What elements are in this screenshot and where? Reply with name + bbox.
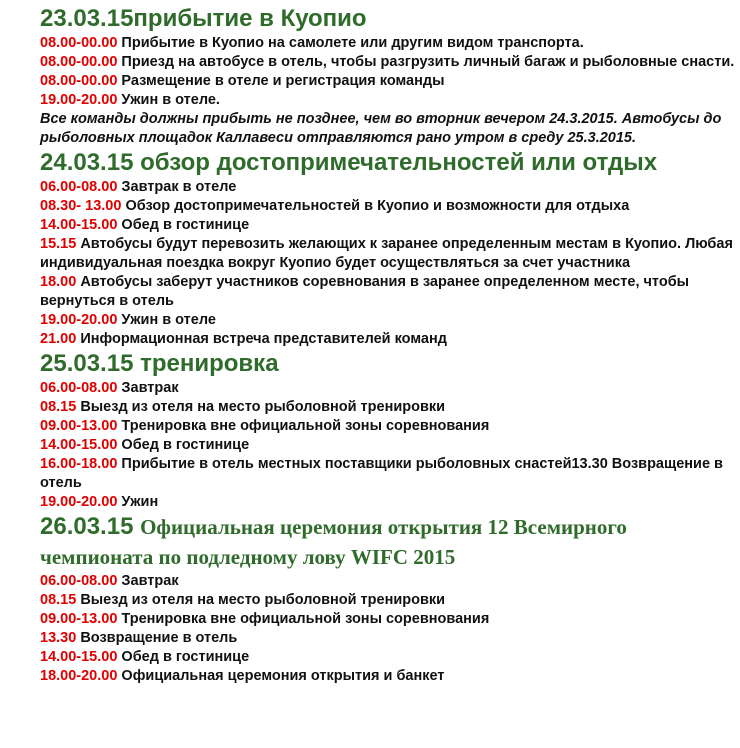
schedule-entry	[40, 311, 736, 330]
schedule-entry	[40, 34, 736, 53]
entry-text: Автобусы будут перевозить желающих к заранее определенным местам в Куопио. Любая индивидуальная поездка вокруг Куопио будет осуществляться за счет участника	[40, 236, 733, 271]
entry-text: Автобусы заберут участников соревнования в заранее определенном месте, чтобы вернуться в отель	[40, 274, 690, 309]
schedule-entry	[40, 197, 736, 216]
entry-time: 19.00-20.00	[40, 494, 118, 510]
entry-text: Ужин в отеле	[117, 312, 216, 328]
day-heading	[40, 4, 736, 34]
entry-time: 19.00-20.00	[40, 92, 118, 108]
entry-time: 13.30	[40, 630, 77, 646]
day-section-1	[40, 4, 736, 148]
entry-text: Информационная встреча представителей команд	[76, 331, 447, 347]
entry-time: 09.00-13.00	[40, 418, 118, 434]
entry-text: Завтрак	[117, 573, 179, 589]
schedule-entry	[40, 72, 736, 91]
entry-text: Завтрак	[117, 380, 179, 396]
schedule-entry	[40, 591, 736, 610]
schedule-entry	[40, 91, 736, 110]
day-section-3	[40, 349, 736, 512]
day-date: 26.03.15	[40, 513, 134, 540]
schedule-entry	[40, 178, 736, 197]
schedule-entry	[40, 216, 736, 235]
schedule-entry	[40, 493, 736, 512]
entry-time: 14.00-15.00	[40, 437, 118, 453]
entry-time: 19.00-20.00	[40, 312, 118, 328]
entry-time: 08.15	[40, 592, 77, 608]
day-title: Официальная церемония открытия 12 Всемирного чемпионата по подледному лову WIFC 2015	[40, 515, 627, 569]
entry-text: Обед в гостинице	[117, 217, 250, 233]
entry-text: Тренировка вне официальной зоны соревнования	[117, 418, 490, 434]
entry-text: Прибытие в отель местных поставщики рыболовных снастей13.30 Возвращение в отель	[40, 456, 723, 491]
entry-time: 08.30- 13.00	[40, 198, 122, 214]
entry-text: Возвращение в отель	[76, 630, 238, 646]
schedule-entry	[40, 330, 736, 349]
day-section-2	[40, 148, 736, 349]
schedule-entry	[40, 610, 736, 629]
day-title: обзор достопримечательностей или отдых	[140, 149, 658, 176]
day-title: тренировка	[140, 350, 279, 377]
entry-time: 08.00-00.00	[40, 35, 118, 51]
schedule-entry	[40, 436, 736, 455]
entry-time: 18.00	[40, 274, 77, 290]
entry-text: Выезд из отеля на место рыболовной тренировки	[76, 592, 446, 608]
entry-text: Обед в гостинице	[117, 649, 250, 665]
entry-text: Ужин в отеле.	[117, 92, 220, 108]
entry-time: 18.00-20.00	[40, 668, 118, 684]
schedule-document	[40, 4, 736, 686]
schedule-entry	[40, 629, 736, 648]
entry-time: 21.00	[40, 331, 77, 347]
schedule-entry	[40, 455, 736, 493]
day-heading	[40, 512, 736, 572]
entry-time: 06.00-08.00	[40, 380, 118, 396]
entry-time: 15.15	[40, 236, 77, 252]
day-title: прибытие в Куопио	[133, 5, 367, 32]
entry-text: Ужин	[117, 494, 159, 510]
entry-time: 06.00-08.00	[40, 573, 118, 589]
schedule-entry	[40, 235, 736, 273]
entry-text: Выезд из отеля на место рыболовной тренировки	[76, 399, 446, 415]
arrival-note: Все команды должны прибыть не позднее, чем во вторник вечером 24.3.2015. Автобусы до рыболовных площадок Каллавеси отправляются рано утром в среду 25.3.2015.	[40, 111, 722, 146]
entry-text: Обзор достопримечательностей в Куопио и возможности для отдыха	[121, 198, 630, 214]
entry-text: Завтрак в отеле	[117, 179, 237, 195]
schedule-entry	[40, 572, 736, 591]
schedule-entry	[40, 273, 736, 311]
day-heading	[40, 349, 736, 379]
schedule-entry	[40, 417, 736, 436]
entry-time: 16.00-18.00	[40, 456, 118, 472]
entry-time: 08.15	[40, 399, 77, 415]
day-heading	[40, 148, 736, 178]
day-date: 23.03.15	[40, 5, 134, 32]
entry-text: Приезд на автобусе в отель, чтобы разгрузить личный багаж и рыболовные снасти.	[117, 54, 735, 70]
entry-text: Тренировка вне официальной зоны соревнования	[117, 611, 490, 627]
entry-time: 09.00-13.00	[40, 611, 118, 627]
schedule-entry	[40, 648, 736, 667]
entry-time: 14.00-15.00	[40, 649, 118, 665]
day-date: 25.03.15	[40, 350, 134, 377]
entry-time: 06.00-08.00	[40, 179, 118, 195]
entry-time: 14.00-15.00	[40, 217, 118, 233]
entry-text: Прибытие в Куопио на самолете или другим видом транспорта.	[117, 35, 584, 51]
entry-text: Обед в гостинице	[117, 437, 250, 453]
entry-text: Размещение в отеле и регистрация команды	[117, 73, 445, 89]
entry-text: Официальная церемония открытия и банкет	[117, 668, 445, 684]
day-section-4	[40, 512, 736, 686]
schedule-entry	[40, 53, 736, 72]
day-date: 24.03.15	[40, 149, 134, 176]
schedule-entry	[40, 667, 736, 686]
entry-time: 08.00-00.00	[40, 73, 118, 89]
schedule-entry	[40, 398, 736, 417]
entry-time: 08.00-00.00	[40, 54, 118, 70]
schedule-entry	[40, 379, 736, 398]
